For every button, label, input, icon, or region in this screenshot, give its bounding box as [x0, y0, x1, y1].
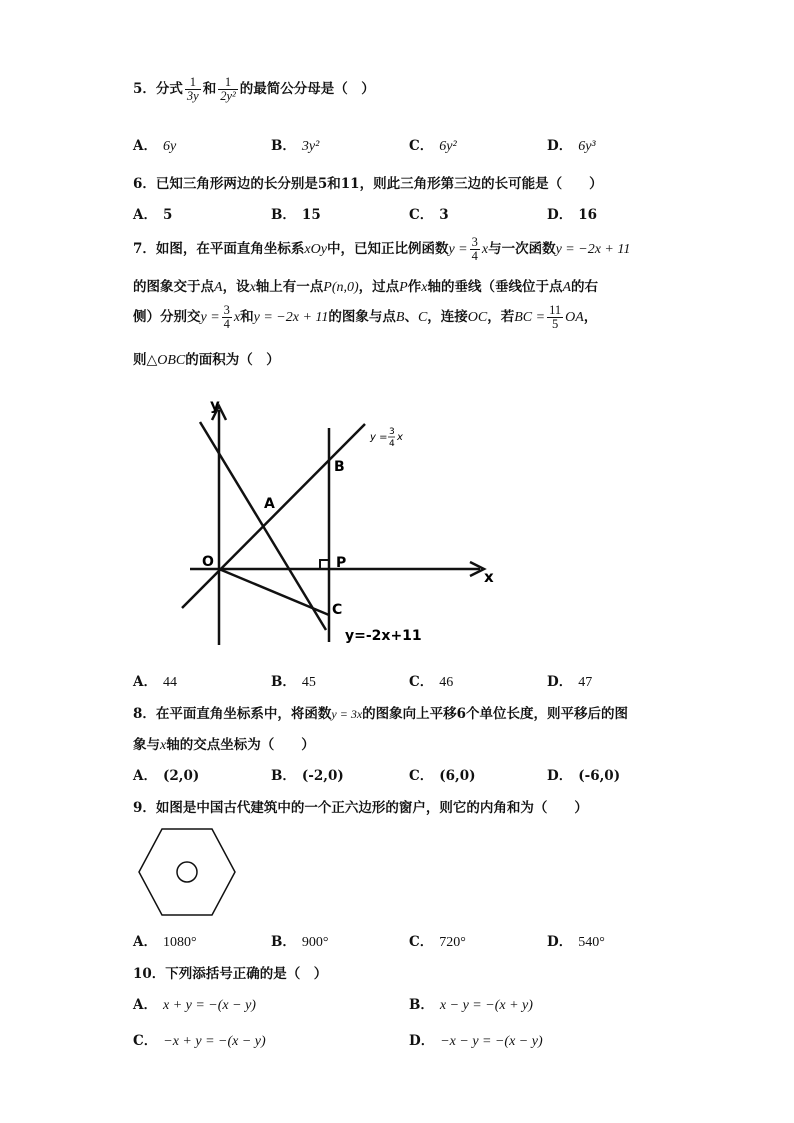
q7-fraction-3-4: $\frac{3}{4}$: [471, 235, 478, 263]
hexagon-shape: [139, 829, 235, 915]
q8-line-1: 8．在平面直角坐标系中，将函数y = 3x的图象向上平移6个单位长度，则平移后的图: [133, 706, 629, 722]
q5-fraction-1: $\frac{1}{3y}$: [186, 75, 199, 103]
q10-option-c: C． −x + y = −(x − y): [133, 1033, 266, 1049]
hexagon-inner-circle: [177, 862, 197, 882]
point-b-label: B: [334, 459, 345, 475]
q5-option-d: D． 6y³: [547, 138, 596, 154]
segment-oc: [219, 569, 329, 615]
q8-option-c: C． (6,0): [409, 768, 476, 784]
q7-line-1: 7．如图，在平面直角坐标系xOy中，已知正比例函数y = $\frac{3}{4}$ x与一次函数y = −2x + 11: [133, 235, 631, 263]
question-6: 6．已知三角形两边的长分别是5和11，则此三角形第三边的长可能是（ ）: [133, 176, 603, 192]
point-c-label: C: [332, 602, 343, 618]
line-y-3-4-x: [182, 424, 365, 608]
line1-label-x: x: [397, 432, 403, 443]
question-5: [133, 76, 375, 103]
q7-option-d: D． 47: [547, 674, 593, 690]
q5-mid: 和: [202, 81, 217, 97]
q7-coordinate-figure: [170, 390, 510, 650]
q7-line-4: 则△OBC的面积为（ ）: [133, 352, 280, 368]
y-axis-label: y: [210, 396, 220, 414]
q8-option-d: D． (-6,0): [547, 768, 621, 784]
q5-prefix: 5．分式: [133, 81, 183, 97]
q9-option-a: A． 1080°: [133, 934, 197, 950]
q6-option-a: A． 5: [133, 207, 173, 223]
q7-option-a: A． 44: [133, 674, 177, 690]
q7-line-2: 的图象交于点A，设x轴上有一点P(n,0)，过点P作x轴的垂线（垂线位于点A的右: [133, 279, 599, 295]
q10-option-a: A． x + y = −(x − y): [133, 997, 256, 1013]
hexagon-window-figure: [136, 826, 238, 918]
q9-option-b: B． 900°: [271, 934, 329, 950]
q10-option-d: D． −x − y = −(x − y): [409, 1033, 543, 1049]
q10-option-b: B． x − y = −(x + y): [409, 997, 533, 1013]
q8-line-2: 象与x轴的交点坐标为（ ）: [133, 737, 315, 753]
right-angle-mark: [320, 560, 329, 569]
point-o-label: O: [202, 554, 214, 570]
question-10: 10．下列添括号正确的是（ ）: [133, 966, 328, 982]
q8-option-b: B． (-2,0): [271, 768, 344, 784]
q9-option-d: D． 540°: [547, 934, 605, 950]
q7-option-b: B． 45: [271, 674, 316, 690]
q7-option-c: C． 46: [409, 674, 454, 690]
q6-option-b: B． 15: [271, 207, 321, 223]
q9-option-c: C． 720°: [409, 934, 466, 950]
q6-option-c: C． 3: [409, 207, 449, 223]
line1-label-den: 4: [389, 439, 395, 449]
point-a-label: A: [264, 496, 275, 512]
q5-option-a: A． 6y: [133, 138, 177, 154]
x-axis-label: x: [484, 568, 494, 586]
point-p-label: P: [336, 555, 347, 571]
question-9: 9．如图是中国古代建筑中的一个正六边形的窗户，则它的内角和为（ ）: [133, 800, 588, 816]
q6-option-d: D． 16: [547, 207, 598, 223]
line1-label-y: y =: [370, 432, 388, 443]
q5-option-b: B． 3y²: [271, 138, 320, 154]
q8-option-a: A． (2,0): [133, 768, 200, 784]
q7-line-3: 侧）分别交y = $\frac{3}{4}$ x和y = −2x + 11的图象与点B、C，连接OC，若BC = $\frac{11}{5}$ OA，: [133, 303, 598, 331]
line2-label: y=-2x+11: [345, 628, 422, 644]
q5-suffix: 的最简公分母是（ ）: [239, 81, 375, 97]
line1-label-num: 3: [389, 427, 395, 437]
q5-option-c: C． 6y²: [409, 138, 457, 154]
q5-fraction-2: $\frac{1}{\text{2y²}}$: [220, 75, 236, 103]
